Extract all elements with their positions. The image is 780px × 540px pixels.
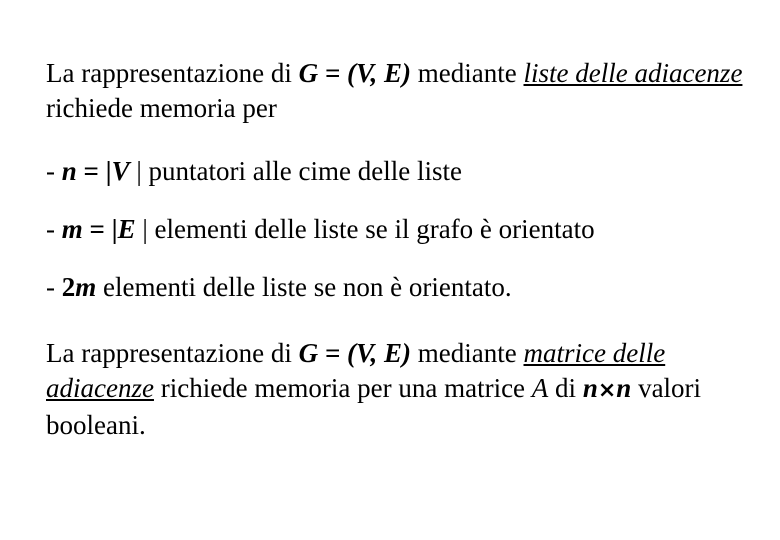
bullet-m-text: elementi delle liste se il grafo è orientato bbox=[147, 214, 595, 244]
bullet-m-var: m bbox=[61, 214, 83, 244]
bullet-m-eq: = | bbox=[82, 214, 118, 244]
p1-mid: mediante bbox=[411, 58, 524, 88]
p2-line3-post: valori booleani. bbox=[46, 373, 702, 440]
bullet-m-dash: - bbox=[46, 214, 62, 244]
p1-term: liste delle adiacenze bbox=[523, 58, 743, 88]
p1-post: richiede memoria per bbox=[46, 93, 277, 123]
bullet-2m-coef: 2 bbox=[61, 272, 76, 302]
bullet-2m bbox=[46, 270, 512, 305]
times-symbol: × bbox=[597, 378, 617, 403]
p1-graph: G = (V, E) bbox=[298, 58, 412, 88]
bullet-m bbox=[46, 212, 595, 247]
p2-graph: G = (V, E) bbox=[298, 338, 412, 368]
bullet-n-text: puntatori alle cime delle liste bbox=[141, 156, 462, 186]
bullet-2m-text: elementi delle liste se non è orientato. bbox=[96, 272, 512, 302]
p2-matrix: A bbox=[531, 373, 549, 403]
paragraph-adjacency-lists bbox=[46, 56, 746, 126]
p2-mid: mediante bbox=[411, 338, 524, 368]
p1-pre: La rappresentazione di bbox=[46, 58, 299, 88]
bullet-n-set: V bbox=[111, 156, 130, 186]
p2-n2: n bbox=[616, 373, 632, 403]
p2-post: richiede memoria per una matrice bbox=[153, 373, 532, 403]
p2-term: matrice delle adiacenze bbox=[46, 338, 666, 403]
p2-n1: n bbox=[582, 373, 598, 403]
paragraph-adjacency-matrix bbox=[46, 336, 746, 443]
bullet-2m-var: m bbox=[75, 272, 97, 302]
bullet-m-close: | bbox=[135, 214, 148, 244]
bullet-n bbox=[46, 154, 462, 189]
bullet-2m-dash: - bbox=[46, 272, 62, 302]
bullet-m-set: E bbox=[117, 214, 136, 244]
p2-pre: La rappresentazione di bbox=[46, 338, 299, 368]
bullet-n-eq: = | bbox=[76, 156, 112, 186]
bullet-n-dash: - bbox=[46, 156, 62, 186]
bullet-n-var: n bbox=[61, 156, 77, 186]
bullet-n-close: | bbox=[129, 156, 142, 186]
p2-line3-pre: di bbox=[548, 373, 583, 403]
